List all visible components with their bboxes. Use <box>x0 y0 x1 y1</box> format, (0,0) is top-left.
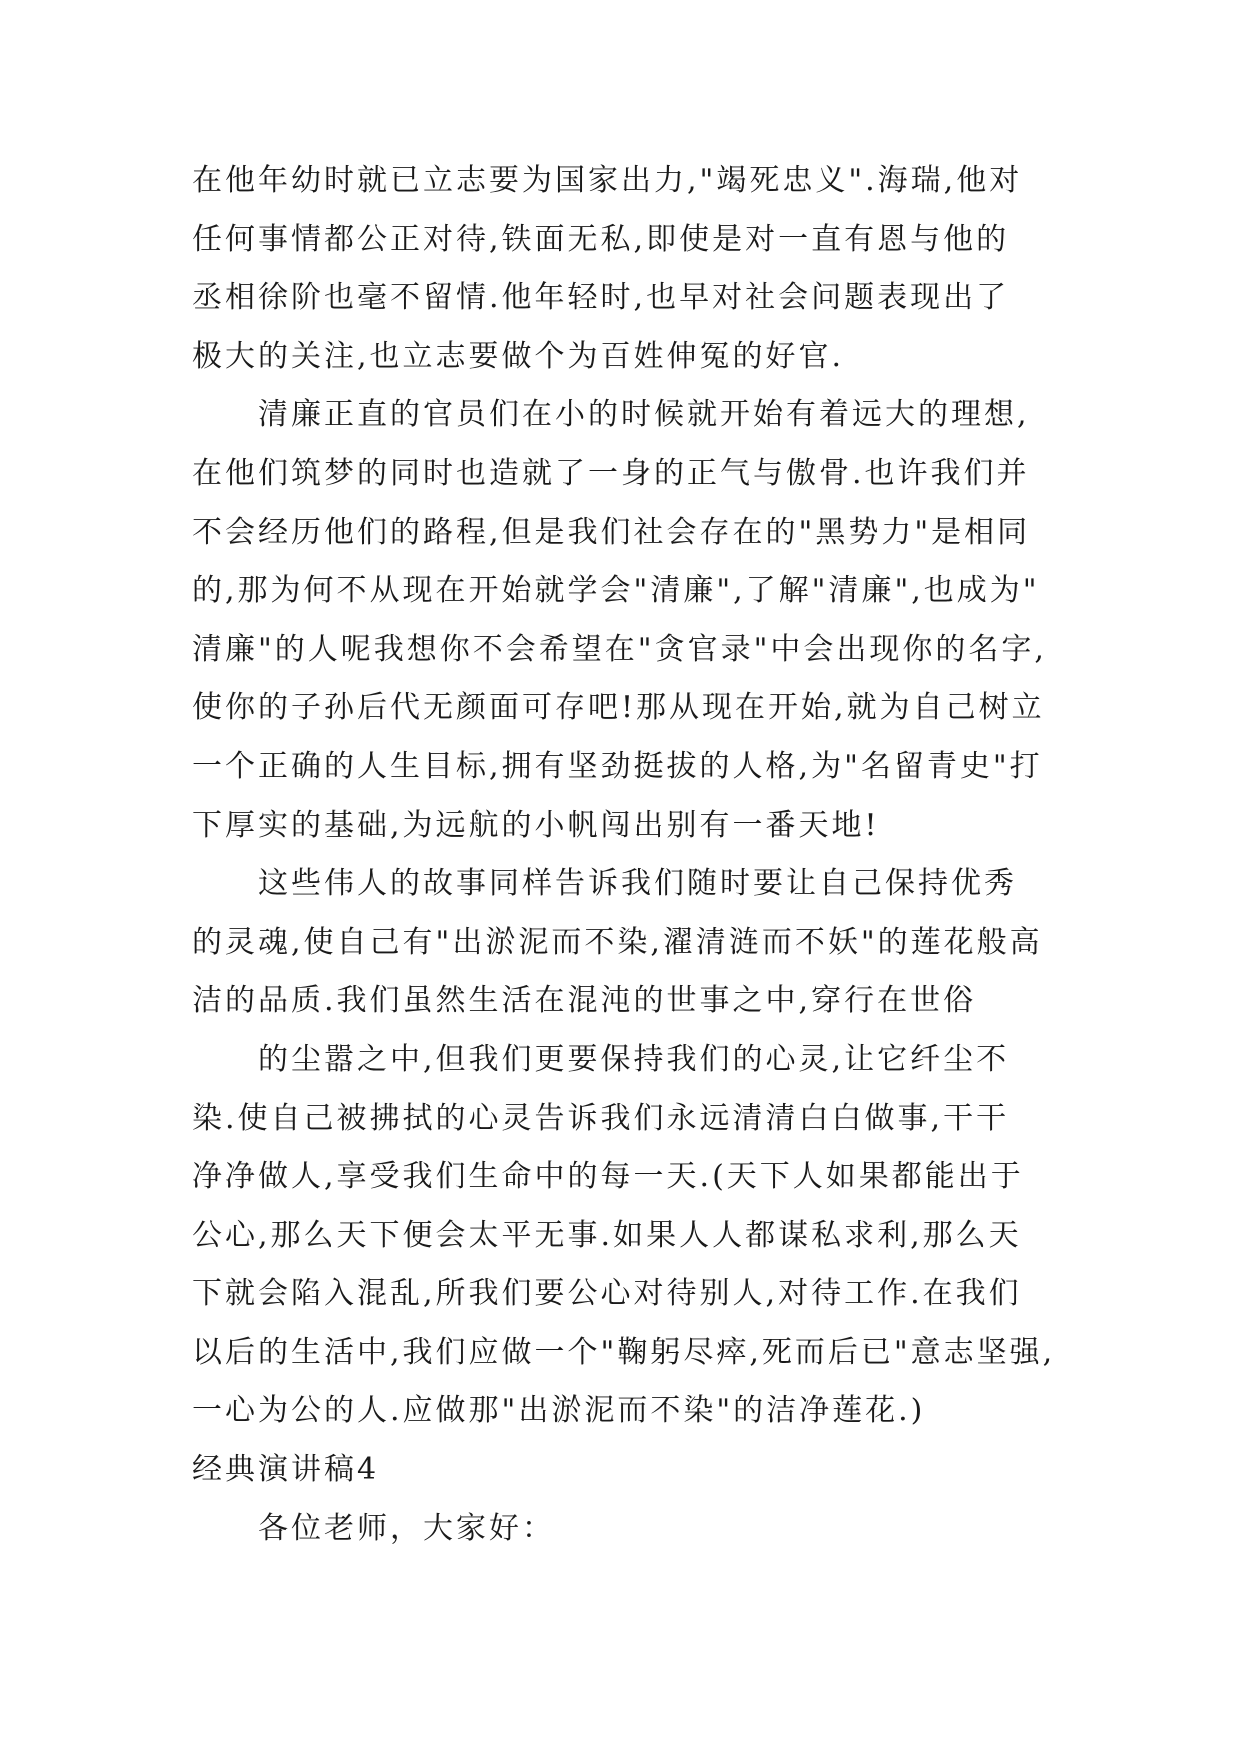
document-body <box>192 152 1072 1558</box>
text-line: 丞相徐阶也毫不留情.他年轻时,也早对社会问题表现出了 <box>192 280 1010 316</box>
paragraph-first-line: 这些伟人的故事同样告诉我们随时要让自己保持优秀 <box>258 866 1017 902</box>
text-line: 任何事情都公正对待,铁面无私,即使是对一直有恩与他的 <box>192 221 1010 257</box>
text-line: 染.使自己被拂拭的心灵告诉我们永远清清白白做事,干干 <box>192 1100 1010 1136</box>
section-heading: 经典演讲稿4 <box>192 1452 380 1488</box>
text-line: 一心为公的人.应做那"出淤泥而不染"的洁净莲花.) <box>192 1393 926 1429</box>
paragraph-first-line: 的尘嚣之中,但我们更要保持我们的心灵,让它纤尘不 <box>258 1041 1010 1077</box>
text-line: 的灵魂,使自己有"出淤泥而不染,濯清涟而不妖"的莲花般高 <box>192 924 1043 960</box>
text-line: 公心,那么天下便会太平无事.如果人人都谋私求利,那么天 <box>192 1217 1022 1253</box>
text-line: 使你的子孙后代无颜面可存吧!那从现在开始,就为自己树立 <box>192 690 1045 726</box>
text-line: 下厚实的基础,为远航的小帆闯出别有一番天地! <box>192 807 880 843</box>
text-line: 在他年幼时就已立志要为国家出力,"竭死忠义".海瑞,他对 <box>192 163 1023 198</box>
text-line: 在他们筑梦的同时也造就了一身的正气与傲骨.也许我们并 <box>192 455 1030 491</box>
text-line: 以后的生活中,我们应做一个"鞠躬尽瘁,死而后已"意志坚强, <box>192 1334 1056 1370</box>
text-line: 清廉"的人呢我想你不会希望在"贪官录"中会出现你的名字, <box>192 631 1047 667</box>
paragraph-first-line: 清廉正直的官员们在小的时候就开始有着远大的理想, <box>258 397 1030 433</box>
text-line: 洁的品质.我们虽然生活在混沌的世事之中,穿行在世俗 <box>192 983 977 1019</box>
text-line: 净净做人,享受我们生命中的每一天.(天下人如果都能出于 <box>192 1159 1024 1195</box>
text-line: 的,那为何不从现在开始就学会"清廉",了解"清廉",也成为" <box>192 573 1040 609</box>
text-line: 下就会陷入混乱,所我们要公心对待别人,对待工作.在我们 <box>192 1276 1022 1312</box>
text-line: 不会经历他们的路程,但是我们社会存在的"黑势力"是相同 <box>192 514 1031 550</box>
text-line: 极大的关注,也立志要做个为百姓伸冤的好官. <box>192 338 845 374</box>
text-line: 一个正确的人生目标,拥有坚劲挺拔的人格,为"名留青史"打 <box>192 748 1043 784</box>
salutation: 各位老师，大家好： <box>258 1510 555 1546</box>
